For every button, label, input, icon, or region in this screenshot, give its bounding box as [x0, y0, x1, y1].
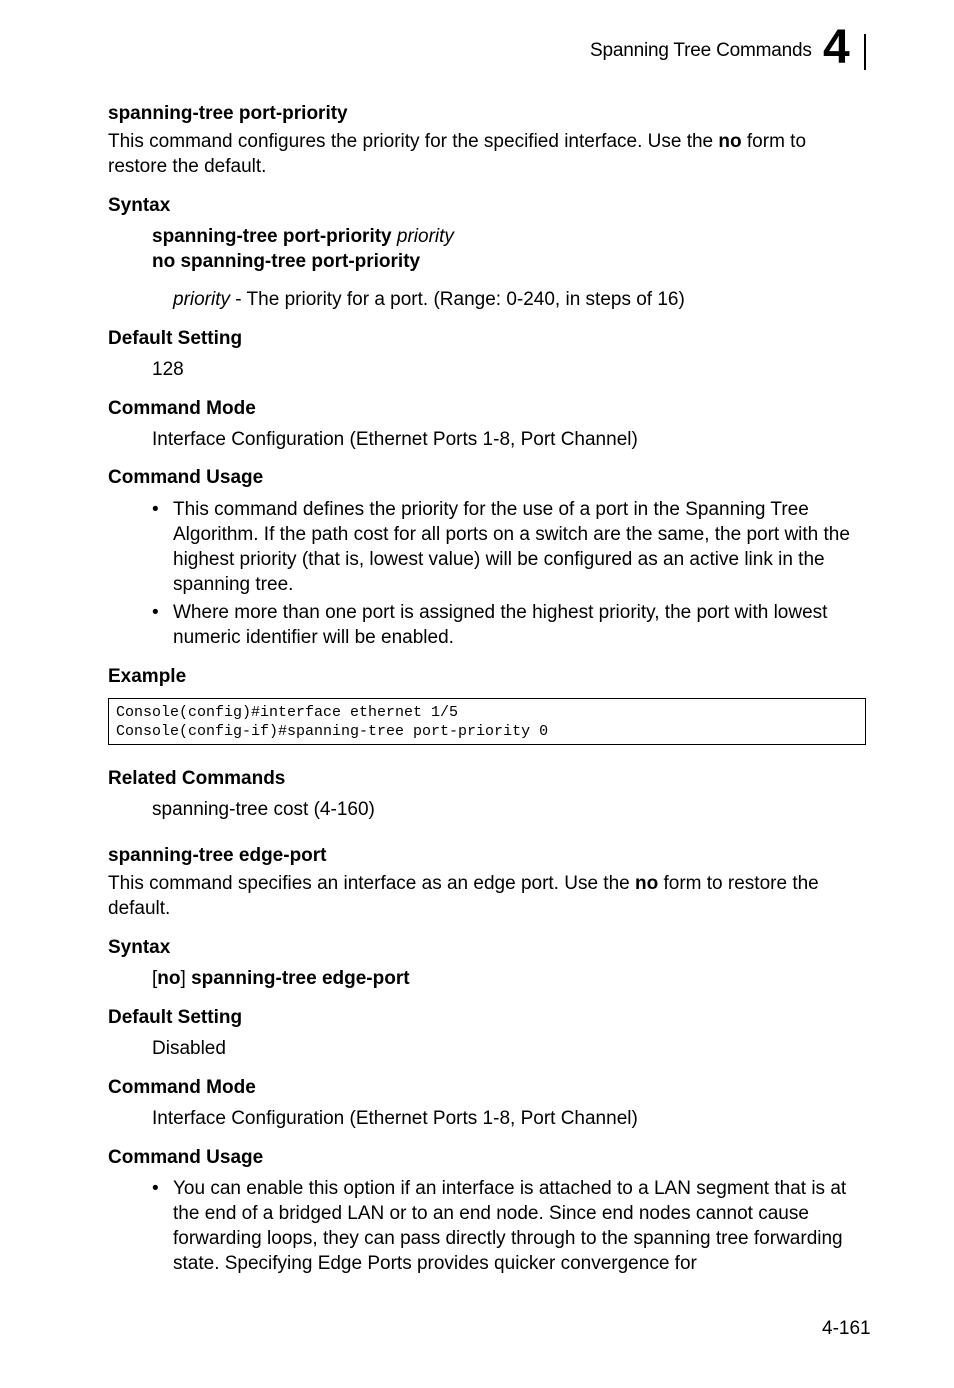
default-setting-heading: Default Setting [108, 328, 243, 349]
default-setting-value: 128 [152, 359, 184, 380]
usage-item: This command defines the priority for the use of a port in the Spanning Tree Algorithm. If the path cost for all ports on a switch are the same, the port with the highest priority (that is, lowest value) will be configured as an active link in the spanning tree. [173, 499, 850, 595]
syntax-line-2: no spanning-tree port-priority [152, 251, 421, 272]
section-title-port-priority: spanning-tree port-priority [108, 103, 348, 124]
command-mode-value: Interface Configuration (Ethernet Ports 1-8, Port Channel) [152, 1108, 638, 1129]
syntax-heading: Syntax [108, 937, 171, 958]
section-title-edge-port: spanning-tree edge-port [108, 845, 327, 866]
related-command-link[interactable]: spanning-tree cost (4-160) [152, 799, 375, 820]
section-intro-port-priority: This command configures the priority for the specified interface. Use the no form to restore the default. [108, 131, 807, 177]
chapter-divider [864, 34, 866, 70]
command-usage-heading: Command Usage [108, 1147, 264, 1168]
syntax-heading: Syntax [108, 195, 171, 216]
usage-item: Where more than one port is assigned the highest priority, the port with lowest numeric identifier will be enabled. [173, 602, 828, 648]
running-header-title: Spanning Tree Commands [590, 40, 812, 61]
command-mode-heading: Command Mode [108, 1077, 256, 1098]
bullet-icon: • [152, 499, 159, 520]
section-intro-edge-port: This command specifies an interface as an edge port. Use the no form to restore the default. [108, 873, 819, 919]
related-commands-heading: Related Commands [108, 768, 286, 789]
example-heading: Example [108, 666, 187, 687]
page-number: 4-161 [822, 1318, 871, 1339]
bullet-icon: • [152, 602, 159, 623]
chapter-number: 4 [823, 21, 850, 74]
bullet-icon: • [152, 1178, 159, 1199]
command-usage-heading: Command Usage [108, 467, 264, 488]
parameter-description: priority - The priority for a port. (Range: 0-240, in steps of 16) [173, 289, 685, 310]
code-line: Console(config-if)#spanning-tree port-priority 0 [116, 723, 549, 740]
default-setting-value: Disabled [152, 1038, 226, 1059]
syntax-line: [no] spanning-tree edge-port [152, 968, 410, 989]
command-mode-heading: Command Mode [108, 398, 256, 419]
command-mode-value: Interface Configuration (Ethernet Ports 1-8, Port Channel) [152, 429, 638, 450]
code-example-box [108, 698, 866, 745]
usage-item: You can enable this option if an interface is attached to a LAN segment that is at the end of a bridged LAN or to an end node. Since end nodes cannot cause forwarding loops, they can pass directly through to the spanning tree forwarding state. Specifying Edge Ports provides quicker convergence for [173, 1178, 847, 1274]
syntax-line-1: spanning-tree port-priority priority [152, 226, 454, 247]
default-setting-heading: Default Setting [108, 1007, 243, 1028]
code-line: Console(config)#interface ethernet 1/5 [116, 704, 459, 721]
